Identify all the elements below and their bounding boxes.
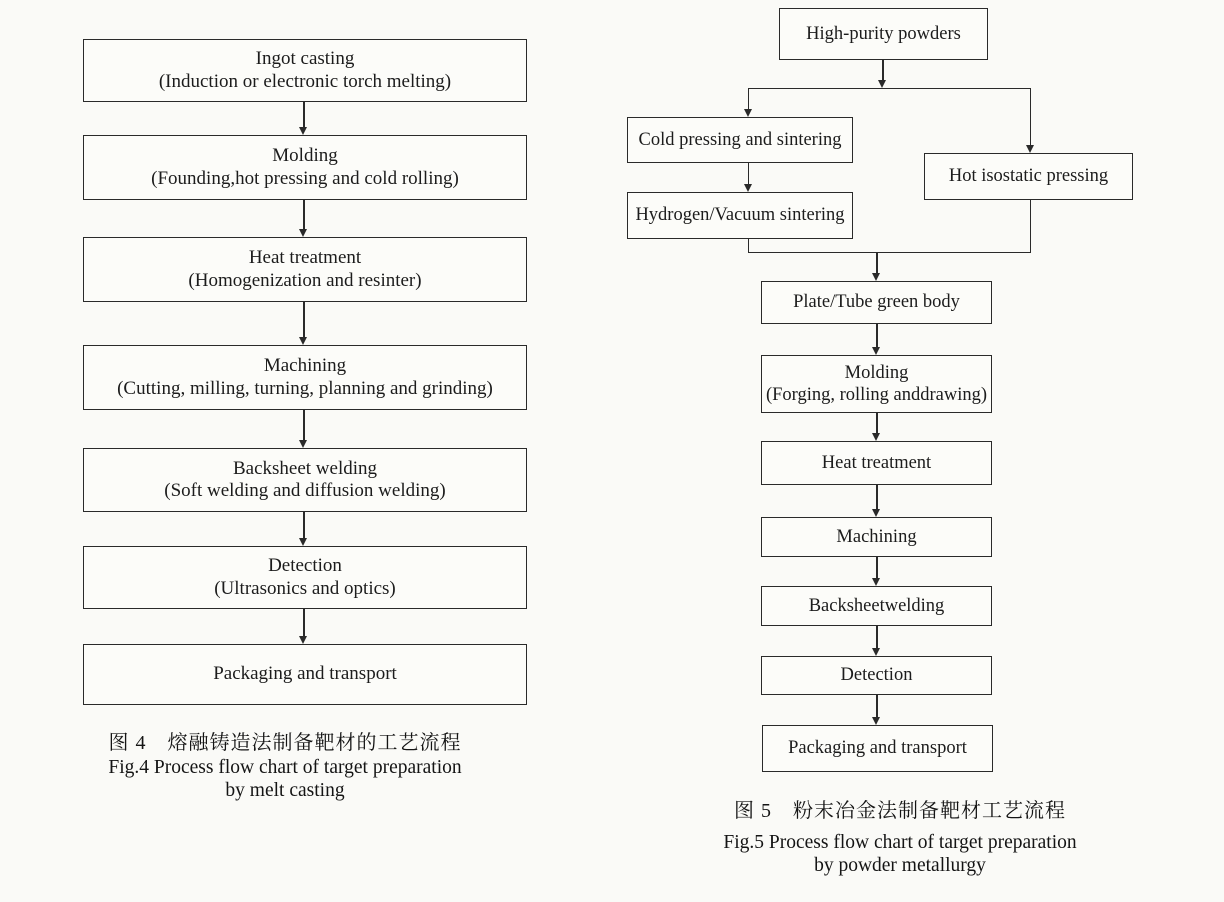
fig5-box-cold-pressing [627,117,853,163]
step-detail: (Homogenization and resinter) [188,269,422,291]
fig5-arrow-line-3 [876,485,877,509]
step-detail: (Ultrasonics and optics) [214,577,396,599]
fig4-arrow-head-5 [299,538,307,546]
fig5-arrow-line-1 [876,324,877,347]
fig4-arrow-line-4 [303,410,304,440]
fig4-arrow-line-1 [303,102,304,127]
fig5-box-backsheet-welding [761,586,992,626]
step-title: Hydrogen/Vacuum sintering [635,205,845,226]
fig4-arrow-head-6 [299,636,307,644]
fig5-arrow-line-cold-to-hydrogen [748,163,749,184]
fig5-split-stem-line [882,60,883,80]
fig5-caption-en2: by powder metallurgy [814,855,986,876]
step-title: Packaging and transport [213,663,397,685]
step-title: Backsheet welding [232,457,378,479]
fig5-arrow-head-5 [872,648,880,656]
fig5-split-left-head [744,109,752,117]
fig5-box-heat-treatment [761,441,992,485]
step-title: High-purity powders [806,23,961,44]
step-detail: (Induction or electronic torch melting) [158,70,452,92]
step-title: Hot isostatic pressing [948,166,1109,187]
step-title: Cold pressing and sintering [638,129,842,150]
fig4-arrow-line-5 [303,512,304,538]
fig4-box-molding [83,135,527,200]
step-title: Backsheetwelding [808,595,945,616]
fig4-caption-en2: by melt casting [225,780,345,801]
fig4-caption-zh: 图 4 熔融铸造法制备靶材的工艺流程 [108,732,462,754]
fig5-arrow-line-6 [876,695,877,717]
fig4-arrow-head-4 [299,440,307,448]
step-title: Ingot casting [255,48,355,69]
fig5-split-right-line [1030,88,1031,145]
fig4-box-detection [83,546,527,609]
fig4-box-machining [83,345,527,410]
fig5-caption [678,798,1122,877]
fig4-arrow-head-1 [299,127,307,135]
fig5-split-right-head [1026,145,1034,153]
fig5-arrow-head-cold-to-hydrogen [744,184,752,192]
step-detail: (Founding,hot pressing and cold rolling) [151,167,459,189]
fig5-arrow-head-4 [872,578,880,586]
fig4-box-heat-treatment [83,237,527,302]
step-detail: (Soft welding and diffusion welding) [164,480,446,501]
fig4-arrow-head-3 [299,337,307,345]
step-title: Detection [268,555,342,576]
fig5-box-high-purity-powders [779,8,988,60]
step-detail: (Forging, rolling anddrawing) [765,385,988,405]
fig5-arrow-line-5 [876,626,877,648]
fig4-arrow-line-2 [303,200,304,229]
fig5-box-green-body [761,281,992,324]
fig5-arrow-line-2 [876,413,877,433]
fig4-arrow-head-2 [299,229,307,237]
fig5-arrow-head-3 [872,509,880,517]
fig5-merge-hline [748,252,1031,253]
fig4-arrow-line-3 [303,302,304,337]
fig5-split-hline [748,88,1031,89]
fig5-arrow-head-2 [872,433,880,441]
fig4-box-packaging [83,644,527,705]
fig5-box-machining [761,517,992,557]
fig4-box-backsheet-welding [83,448,527,512]
fig5-arrow-head-1 [872,347,880,355]
fig5-box-hydrogen-vacuum-sintering [627,192,853,239]
step-title: Molding [272,145,338,166]
fig5-arrow-line-4 [876,557,877,578]
fig5-box-hot-isostatic-pressing [924,153,1133,200]
fig4-arrow-line-6 [303,609,304,636]
fig5-arrow-head-6 [872,717,880,725]
fig4-caption-en1: Fig.4 Process flow chart of target preparation [108,757,462,778]
fig5-box-packaging [762,725,993,772]
step-title: Packaging and transport [788,738,967,759]
step-title: Detection [840,665,913,686]
fig4-box-ingot-casting [83,39,527,102]
fig5-merge-stem-line [876,252,877,273]
step-detail: (Cutting, milling, turning, planning and grinding) [117,377,493,399]
fig5-split-stem-head [878,80,886,88]
step-title: Machining [836,526,917,547]
fig5-box-molding [761,355,992,413]
step-title: Machining [263,355,347,376]
step-title: Molding [844,362,909,383]
fig5-caption-zh: 图 5 粉末冶金法制备靶材工艺流程 [734,800,1066,822]
step-title: Heat treatment [821,452,932,473]
fig5-merge-left-line [748,239,749,253]
step-title: Plate/Tube green body [793,292,960,313]
fig4-caption [63,730,507,802]
fig5-merge-right-line [1030,200,1031,253]
fig5-split-left-line [748,88,749,109]
fig5-caption-en1: Fig.5 Process flow chart of target preparation [723,832,1077,853]
step-title: Heat treatment [248,247,362,268]
fig5-box-detection [761,656,992,695]
fig5-merge-stem-head [872,273,880,281]
